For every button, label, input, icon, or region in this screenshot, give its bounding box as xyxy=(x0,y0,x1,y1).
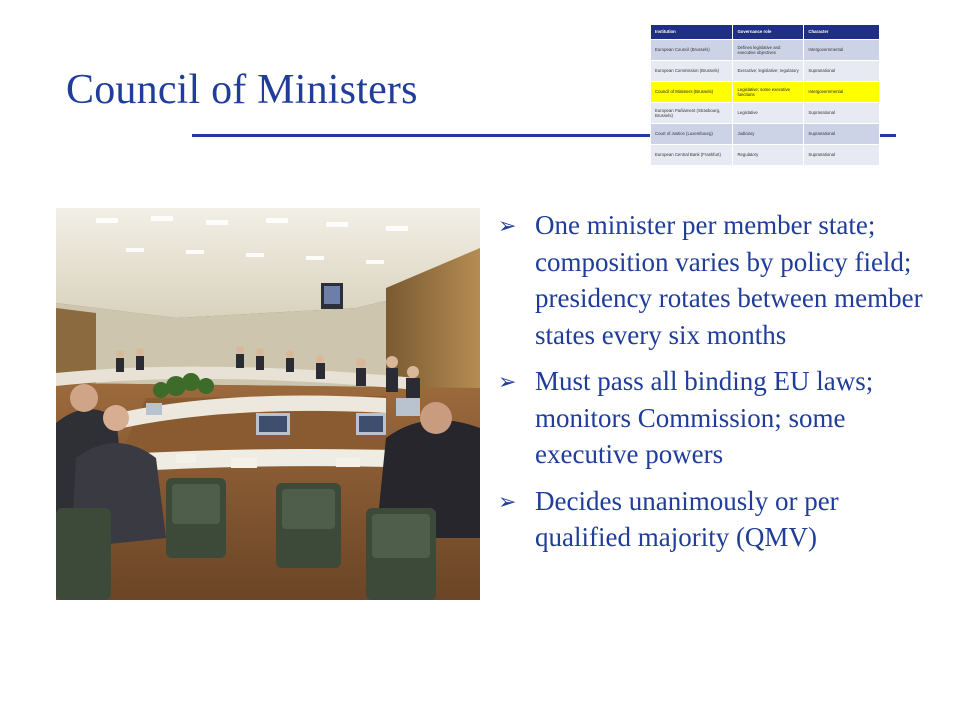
table-row xyxy=(651,124,880,145)
table-cell: Judiciary xyxy=(733,124,804,145)
table-row-highlighted xyxy=(651,82,880,103)
table-cell: Defines legislative and executive objectives xyxy=(733,40,804,61)
table-cell: Executive; legislative; regulatory xyxy=(733,61,804,82)
table-cell: Intergovernmental xyxy=(804,40,880,61)
column-header-institution: Institution xyxy=(651,25,733,40)
table-row xyxy=(651,61,880,82)
slide-title: Council of Ministers xyxy=(66,67,418,113)
table-cell: European Parliament (Strasbourg, Brussels) xyxy=(651,103,733,124)
arrowhead-icon: ➢ xyxy=(498,489,517,515)
table-header-row xyxy=(651,25,880,40)
bullet-item xyxy=(498,207,938,353)
table-row xyxy=(651,40,880,61)
table-cell: Supranational xyxy=(804,103,880,124)
table-cell: European Commission (Brussels) xyxy=(651,61,733,82)
arrowhead-icon: ➢ xyxy=(498,370,517,395)
bullet-text: Decides unanimously or per qualified majority (QMV) xyxy=(535,485,839,552)
table-cell: Supranational xyxy=(804,124,880,145)
institutions-table xyxy=(650,24,880,166)
table-row xyxy=(651,145,880,166)
table-cell: Supranational xyxy=(804,61,880,82)
council-meeting-photo xyxy=(56,208,480,600)
table-cell: Regulatory xyxy=(733,145,804,166)
table-cell: Legislative; some executive functions xyxy=(733,82,804,103)
table-cell: Court of Justice (Luxembourg) xyxy=(651,124,733,145)
column-header-character: Character xyxy=(804,25,880,40)
table-cell: European Council (Brussels) xyxy=(651,40,733,61)
table-row xyxy=(651,103,880,124)
table-cell: Supranational xyxy=(804,145,880,166)
bullet-list xyxy=(498,207,938,566)
table-cell: Legislative xyxy=(733,103,804,124)
table-cell: Intergovernmental xyxy=(804,82,880,103)
table-cell: Council of Ministers (Brussels) xyxy=(651,82,733,103)
bullet-item xyxy=(498,483,938,556)
bullet-text: One minister per member state; composition varies by policy field; presidency rotates between member states every six months xyxy=(535,210,923,350)
bullet-item xyxy=(498,363,938,473)
bullet-text: Must pass all binding EU laws; monitors Commission; some executive powers xyxy=(535,366,874,469)
table-cell: European Central Bank (Frankfurt) xyxy=(651,145,733,166)
arrowhead-icon: ➢ xyxy=(498,214,517,239)
column-header-role: Governance role xyxy=(733,25,804,40)
